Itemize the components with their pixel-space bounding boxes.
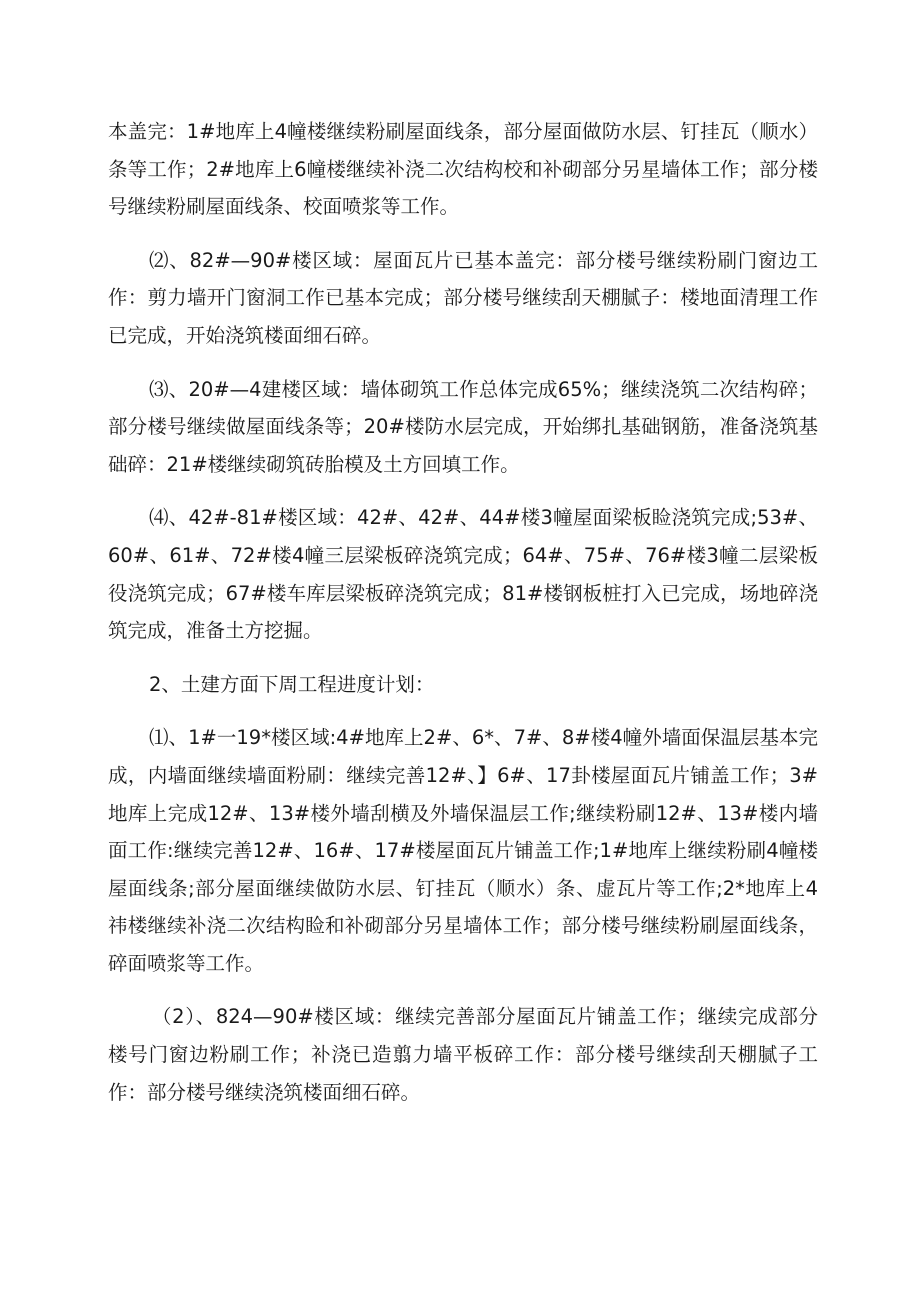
section-heading: 2、土建方面下周工程进度计划： [149,672,435,696]
paragraph-5: ⑴、1#一19*楼区域:4#地库上2#、6*、7#、8#楼4幢外墙面保温层基本完成，内墙面继续墙面粉刷：继续完善12#、】6#、17卦楼屋面瓦片铺盖工作；3#地库上完成12#、13#楼外墙刮横及外墙保温层工作;继续粉刷12#、13#楼内墙面工作:继续完善12#、16#、17#楼屋面瓦片铺盖工作;1#地库上继续粉刷4幢楼屋面线条;部分屋面继续做防水层、钉挂瓦（顺水）条、虚瓦片等工作;2*地库上4祎楼继续补浇二次结构睑和补砌部分另星墙体工作；部分楼号继续粉刷屋面线条，碎面喷浆等工作。 [108,726,818,975]
paragraph-3: ⑶、20#—4建楼区域：墙体砌筑工作总体完成65%；继续浇筑二次结构碎；部分楼号继续做屋面线条等；20#楼防水层完成，开始绑扎基础钢筋，准备浇筑基础碎：21#楼继续砌筑砖胎模及土方回填工作。 [108,377,818,476]
paragraph-4: ⑷、42#-81#楼区域：42#、42#、44#楼3幢屋面梁板睑浇筑完成;53#、60#、61#、72#楼4幢三层梁板碎浇筑完成；64#、75#、76#楼3幢二层梁板役浇筑完成；67#楼车库层梁板碎浇筑完成；81#楼钢板桩打入已完成，场地碎浇筑完成，准备土方挖掘。 [108,506,818,643]
paragraph-1: 本盖完：1#地库上4幢楼继续粉刷屋面线条，部分屋面做防水层、钉挂瓦（顺水）条等工作；2#地库上6幢楼继续补浇二次结构校和补砌部分另星墙体工作；部分楼号继续粉刷屋面线条、校面喷浆等工作。 [108,120,818,219]
document-body [108,113,818,1111]
paragraph-2: ⑵、82#—90#楼区域：屋面瓦片已基本盖完：部分楼号继续粉刷门窗边工作：剪力墙开门窗洞工作已基本完成；部分楼号继续刮天棚腻子：楼地面清理工作已完成，开始浇筑楼面细石碎。 [108,248,818,347]
paragraph-6: （2）、824—90#楼区域：继续完善部分屋面瓦片铺盖工作；继续完成部分楼号门窗边粉刷工作；补浇已造翦力墙平板碎工作：部分楼号继续刮天棚腻子工作：部分楼号继续浇筑楼面细石碎。 [108,1005,818,1104]
